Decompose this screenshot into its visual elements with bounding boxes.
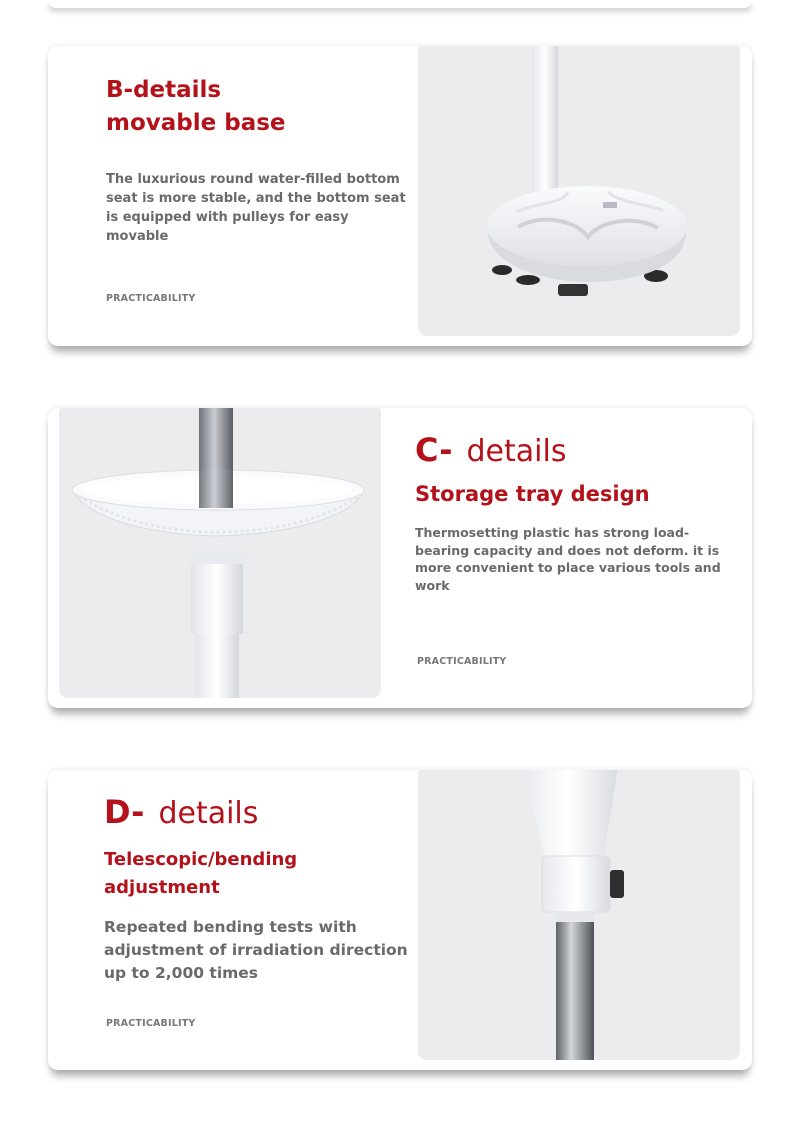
detail-card-movable-base	[48, 46, 752, 346]
section-heading	[104, 794, 414, 832]
section-word: details	[158, 796, 259, 831]
practicability-tag: PRACTICABILITY	[106, 1018, 196, 1029]
section-letter: D-	[104, 793, 145, 831]
section-word: details	[466, 434, 567, 469]
section-title-line2: movable base	[106, 110, 286, 136]
section-letter: C-	[415, 431, 453, 469]
section-description: The luxurious round water-filled bottom seat is more stable, and the bottom seat is equipped with pulleys for easy movable	[106, 172, 406, 244]
storage-tray-photo	[59, 408, 381, 698]
section-subtitle: Telescopic/bending adjustment	[104, 849, 298, 898]
section-subtitle: Storage tray design	[415, 482, 650, 506]
practicability-tag: PRACTICABILITY	[417, 656, 507, 667]
practicability-tag: PRACTICABILITY	[106, 293, 196, 304]
card-text-block	[104, 794, 414, 985]
detail-card-telescopic	[48, 770, 752, 1070]
card-text-block	[415, 432, 735, 594]
section-heading	[415, 432, 735, 470]
card-text-block	[106, 74, 406, 246]
telescopic-joint-photo	[418, 770, 740, 1060]
section-title-line1: B-details	[106, 77, 222, 103]
detail-card-storage-tray	[48, 408, 752, 708]
previous-card-edge	[48, 0, 752, 8]
section-description: Repeated bending tests with adjustment of irradiation direction up to 2,000 times	[104, 918, 408, 982]
section-description: Thermosetting plastic has strong load-bearing capacity and does not deform. it is more convenient to place various tools and work	[415, 525, 721, 593]
movable-base-photo	[418, 46, 740, 336]
